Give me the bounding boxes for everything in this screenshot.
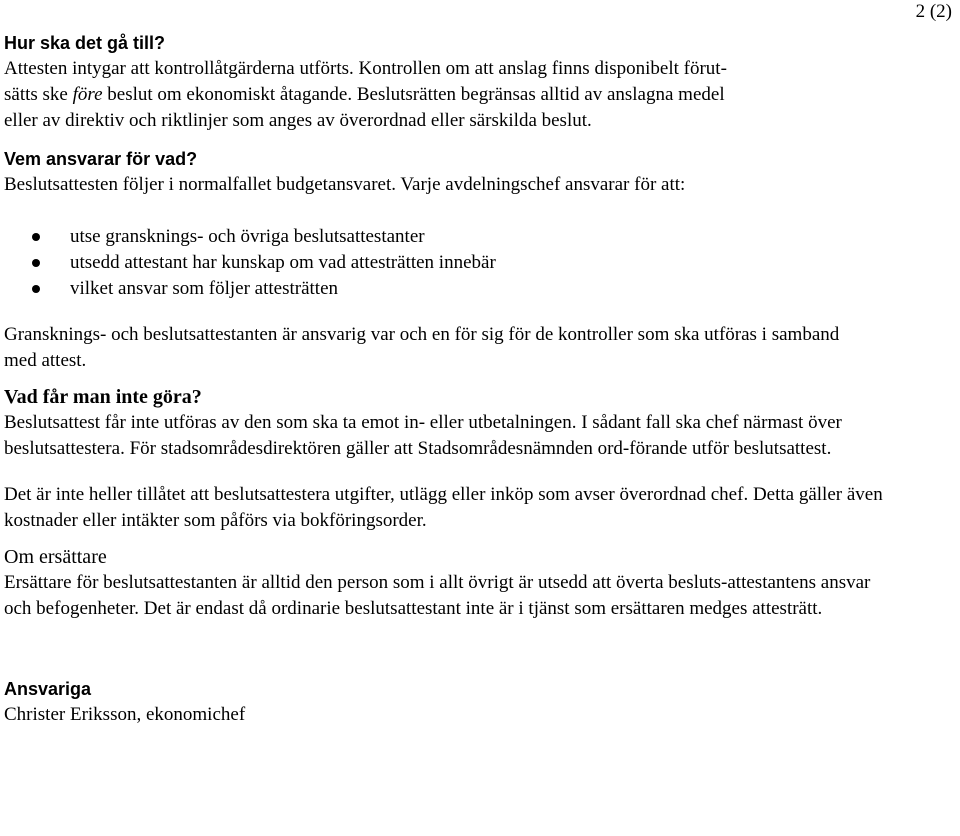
heading-how: Hur ska det gå till? (4, 33, 166, 53)
page-number: 2 (2) (915, 1, 952, 22)
responsibility-list (4, 224, 904, 302)
who-after: Gransknings- och beslutsattestanten är ansvarig var och en för sig för de kontroller som ska utföras i samband med attest. (4, 324, 840, 371)
how-line-2-post: beslut om ekonomiskt åtagande. Beslutsrätten begränsas alltid av anslagna medel (102, 84, 725, 105)
heading-responsible: Ansvariga (4, 679, 92, 699)
list-item: utse gransknings- och övriga beslutsattestanter (4, 224, 904, 250)
list-item: vilket ansvar som följer attesträtten (4, 276, 904, 302)
heading-substitute: Om ersättare (4, 546, 107, 568)
how-line-2-pre: sätts ske (4, 84, 73, 105)
responsible-name: Christer Eriksson, ekonomichef (4, 704, 246, 725)
forbidden-para-2: Det är inte heller tillåtet att beslutsattestera utgifter, utlägg eller inköp som avser överordnad chef. Detta gäller även kostnader eller intäkter som påförs via bokföringsorder. (4, 484, 883, 531)
document-body (4, 30, 904, 728)
how-line-1: Attesten intygar att kontrollåtgärderna utförts. Kontrollen om att anslag finns disponibelt förut- (4, 58, 727, 79)
how-line-2 (4, 82, 904, 108)
substitute-para: Ersättare för beslutsattestanten är alltid den person som i allt övrigt är utsedd att överta besluts-attestantens ansvar och befogenheter. Det är endast då ordinarie beslutsattestant inte är i tjänst som ersättaren medges attesträtt. (4, 572, 871, 619)
heading-who: Vem ansvarar för vad? (4, 149, 198, 169)
how-line-3: eller av direktiv och riktlinjer som anges av överordnad eller särskilda beslut. (4, 110, 592, 131)
forbidden-para-1: Beslutsattest får inte utföras av den som ska ta emot in- eller utbetalningen. I sådant fall ska chef närmast över beslutsattestera. För stadsområdesdirektören gäller att Stadsområdesnämnden ord-förande utför beslutsattest. (4, 412, 842, 459)
list-item: utsedd attestant har kunskap om vad attesträtten innebär (4, 250, 904, 276)
who-intro: Beslutsattesten följer i normalfallet budgetansvaret. Varje avdelningschef ansvarar för att: (4, 174, 686, 195)
how-line-2-emphasis: före (72, 84, 103, 105)
heading-forbidden: Vad får man inte göra? (4, 386, 202, 408)
